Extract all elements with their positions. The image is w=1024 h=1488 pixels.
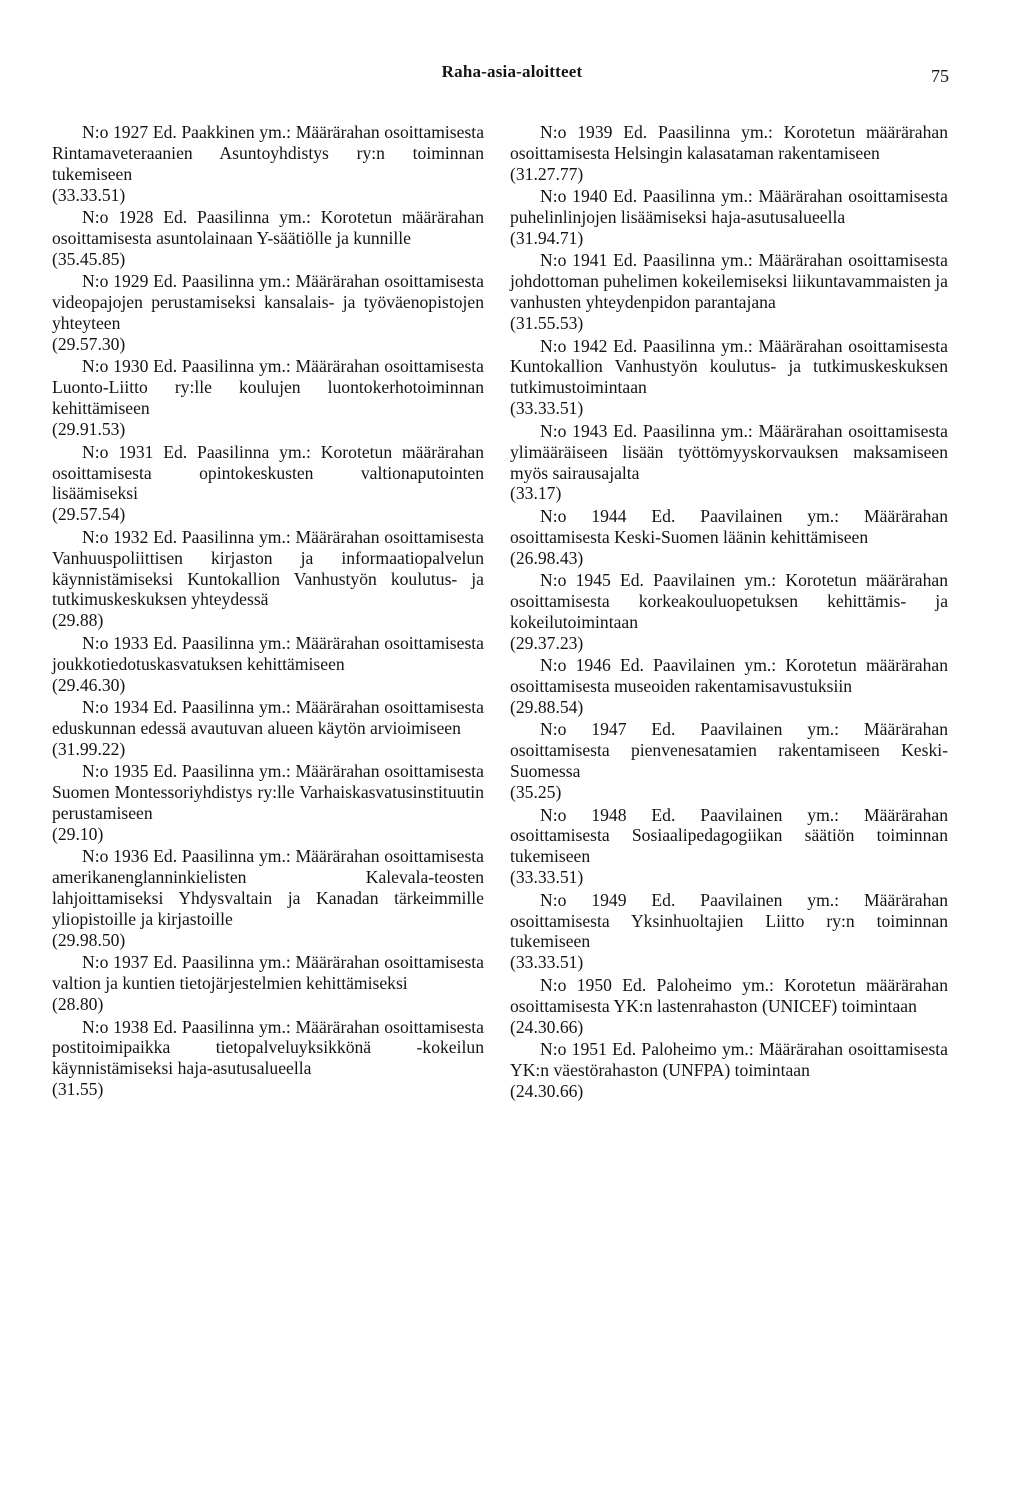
budget-item-reference: (31.55.53) [510,313,584,334]
motion-text: N:o 1934 Ed. Paasilinna ym.: Määrärahan osoittamisesta eduskunnan edessä avautuvan alueen käytön arvioimiseen [52,696,484,738]
motion-text: N:o 1938 Ed. Paasilinna ym.: Määrärahan osoittamisesta postitoimipaikka tietopalveluyksikkönä -kokeilun käynnistämiseksi haja-asutusalueella [52,1016,484,1079]
budget-item-reference: (29.88.54) [510,696,584,717]
motion-text: N:o 1949 Ed. Paavilainen ym.: Määrärahan osoittamisesta Yksinhuoltajien Liitto ry:n toiminnan tukemiseen [510,889,948,952]
budget-item-reference: (29.10) [52,823,104,844]
motion-text: N:o 1939 Ed. Paasilinna ym.: Korotetun määrärahan osoittamisesta Helsingin kalasataman rakentamiseen [510,122,948,163]
budget-item-reference: (33.33.51) [510,398,584,419]
motion-entry [510,655,948,718]
motion-text: N:o 1942 Ed. Paasilinna ym.: Määrärahan osoittamisesta Kuntokallion Vanhustyön koulutus- ja tutkimuskeskuksen tutkimustoimintaan [510,335,948,398]
budget-item-reference: (33.33.51) [510,867,584,888]
budget-item-reference: (31.55) [52,1079,104,1100]
motion-text: N:o 1935 Ed. Paasilinna ym.: Määrärahan osoittamisesta Suomen Montessoriyhdistys ry:lle Varhaiskasvatusinstituutin perustamiseen [52,761,484,823]
budget-item-reference: (31.27.77) [510,163,584,184]
budget-item-reference: (33.33.51) [510,952,584,973]
motion-entry [52,846,484,951]
motion-entry [52,356,484,440]
motion-entry [510,719,948,803]
motion-entry [52,952,484,1015]
budget-item-reference: (28.80) [52,994,104,1015]
motion-text: N:o 1944 Ed. Paavilainen ym.: Määrärahan osoittamisesta Keski-Suomen läänin kehittämiseen [510,505,948,547]
motion-entry [52,1017,484,1101]
motion-entry [510,890,948,974]
motion-entry [52,271,484,355]
budget-item-reference: (29.88) [52,610,104,631]
budget-item-reference: (33.33.51) [52,184,126,205]
budget-item-reference: (29.57.30) [52,334,126,355]
motion-entry [52,122,484,206]
running-header-title: Raha-asia-aloitteet [441,62,583,81]
motion-entry [510,250,948,334]
motion-text: N:o 1936 Ed. Paasilinna ym.: Määrärahan osoittamisesta amerikanenglanninkielisten Kalevala-teosten lahjoittamiseksi Yhdysvaltain ja Kanadan tärkeimmille yliopistoille ja kirjastoille [52,846,484,930]
motion-text: N:o 1929 Ed. Paasilinna ym.: Määrärahan osoittamisesta videopajojen perustamiseksi kansalais- ja työväenopistojen yhteyteen [52,271,484,334]
budget-item-reference: (29.37.23) [510,632,584,653]
motion-entry [52,527,484,632]
motion-entry [52,697,484,760]
motion-entry [510,506,948,569]
budget-item-reference: (31.99.22) [52,738,126,759]
motion-entry [510,421,948,505]
motion-entry [510,336,948,420]
budget-item-reference: (35.25) [510,782,562,803]
motion-entry [510,975,948,1038]
motion-text: N:o 1948 Ed. Paavilainen ym.: Määrärahan osoittamisesta Sosiaalipedagogiikan säätiön toiminnan tukemiseen [510,804,948,867]
motion-text: N:o 1932 Ed. Paasilinna ym.: Määrärahan osoittamisesta Vanhuuspoliittisen kirjaston ja informaatiopalvelun käynnistämiseksi Kuntokallion Vanhustyön koulutus- ja tutkimuskeskuksen yhteydessä [52,526,484,610]
motion-text: N:o 1933 Ed. Paasilinna ym.: Määrärahan osoittamisesta joukkotiedotuskasvatuksen kehittämiseen [52,632,484,674]
budget-item-reference: (24.30.66) [510,1080,584,1101]
motion-entry [510,1039,948,1102]
motion-text: N:o 1930 Ed. Paasilinna ym.: Määrärahan osoittamisesta Luonto-Liitto ry:lle koulujen luontokerhotoiminnan kehittämiseen [52,356,484,419]
budget-item-reference: (29.46.30) [52,674,126,695]
motion-text: N:o 1931 Ed. Paasilinna ym.: Korotetun määrärahan osoittamisesta opintokeskusten valtionaputointen lisäämiseksi [52,441,484,504]
budget-item-reference: (26.98.43) [510,547,584,568]
motion-entry [510,805,948,889]
motion-entry [510,570,948,654]
budget-item-reference: (35.45.85) [52,248,126,269]
motion-entry [52,207,484,270]
left-column [52,122,484,1102]
motion-text: N:o 1950 Ed. Paloheimo ym.: Korotetun määrärahan osoittamisesta YK:n lastenrahaston (UNICEF) toimintaan [510,974,948,1016]
motion-entry [510,122,948,185]
motion-entry [52,633,484,696]
page-number: 75 [931,66,949,86]
motion-text: N:o 1941 Ed. Paasilinna ym.: Määrärahan osoittamisesta johdottoman puhelimen kokeilemiseksi liikuntavammaisten ja vanhusten yhteydenpidon parantajana [510,250,948,313]
motion-text: N:o 1945 Ed. Paavilainen ym.: Korotetun määrärahan osoittamisesta korkeakouluopetuksen kehittämis- ja kokeilutoimintaan [510,570,948,632]
motion-entry [52,761,484,845]
motion-text: N:o 1951 Ed. Paloheimo ym.: Määrärahan osoittamisesta YK:n väestörahaston (UNFPA) toimintaan [510,1038,948,1080]
budget-item-reference: (33.17) [510,483,562,504]
budget-item-reference: (29.91.53) [52,419,126,440]
motion-text: N:o 1928 Ed. Paasilinna ym.: Korotetun määrärahan osoittamisesta asuntolainaan Y-säätiölle ja kunnille [52,207,484,249]
motion-entry [510,186,948,249]
motion-text: N:o 1946 Ed. Paavilainen ym.: Korotetun määrärahan osoittamisesta museoiden rakentamisavustuksiin [510,655,948,697]
motion-text: N:o 1940 Ed. Paasilinna ym.: Määrärahan osoittamisesta puhelinlinjojen lisäämiseksi haja-asutusalueella [510,186,948,228]
budget-item-reference: (29.57.54) [52,504,126,525]
budget-item-reference: (24.30.66) [510,1016,584,1037]
right-column [510,122,948,1103]
motion-entry [52,442,484,526]
budget-item-reference: (31.94.71) [510,228,584,249]
motion-text: N:o 1927 Ed. Paakkinen ym.: Määrärahan osoittamisesta Rintamaveteraanien Asuntoyhdistys ry:n toiminnan tukemiseen [52,122,484,184]
motion-text: N:o 1937 Ed. Paasilinna ym.: Määrärahan osoittamisesta valtion ja kuntien tietojärjestelmien kehittämiseksi [52,952,484,994]
motion-text: N:o 1943 Ed. Paasilinna ym.: Määrärahan osoittamisesta ylimääräiseen lisään työttömyyskorvauksen maksamiseen myös sairausajalta [510,420,948,483]
budget-item-reference: (29.98.50) [52,929,126,950]
motion-text: N:o 1947 Ed. Paavilainen ym.: Määrärahan osoittamisesta pienvenesatamien rakentamiseen Keski-Suomessa [510,719,948,782]
